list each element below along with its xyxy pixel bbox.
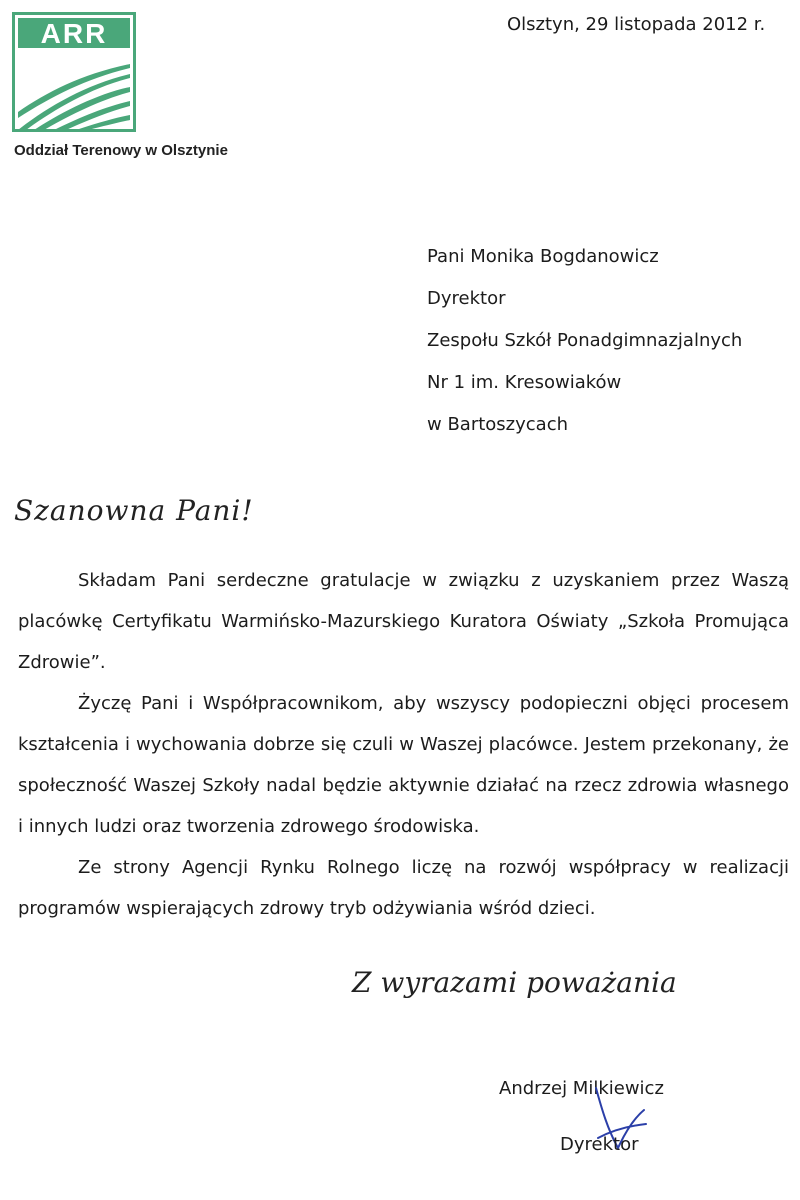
recipient-block: [427, 236, 742, 446]
signatory-title: Dyrektor: [560, 1134, 639, 1155]
recipient-line: Pani Monika Bogdanowicz: [427, 246, 659, 267]
recipient-line: Zespołu Szkół Ponadgimnazjalnych: [427, 330, 743, 351]
recipient-line: w Bartoszycach: [427, 414, 569, 435]
letter-date: Olsztyn, 29 listopada 2012 r.: [507, 14, 766, 35]
recipient-line: Dyrektor: [427, 288, 506, 309]
logo-text: ARR: [40, 18, 108, 49]
closing: Z wyrazami poważania: [352, 966, 677, 999]
body-paragraph: Składam Pani serdeczne gratulacje w związku z uzyskaniem przez Waszą placówkę Certyfikatu Warmińsko-Mazurskiego Kuratora Oświaty „Szkoła Promująca Zdrowie”.: [18, 570, 789, 673]
recipient-line: Nr 1 im. Kresowiaków: [427, 372, 622, 393]
signatory-name: Andrzej Milkiewicz: [499, 1078, 664, 1099]
salutation: Szanowna Pani!: [14, 494, 254, 527]
letter-body: [18, 560, 789, 929]
logo-graphic: [12, 12, 136, 132]
arr-logo: [12, 12, 136, 132]
body-paragraph: Ze strony Agencji Rynku Rolnego liczę na rozwój współpracy w realizacji programów wspierających zdrowy tryb odżywiania wśród dzieci.: [18, 857, 789, 919]
office-name: Oddział Terenowy w Olsztynie: [14, 142, 228, 159]
body-paragraph: Życzę Pani i Współpracownikom, aby wszyscy podopieczni objęci procesem kształcenia i wychowania dobrze się czuli w Waszej placówce. Jestem przekonany, że społeczność Waszej Szkoły nadal będzie aktywnie działać na rzecz zdrowia własnego i innych ludzi oraz tworzenia zdrowego środowiska.: [18, 693, 789, 837]
